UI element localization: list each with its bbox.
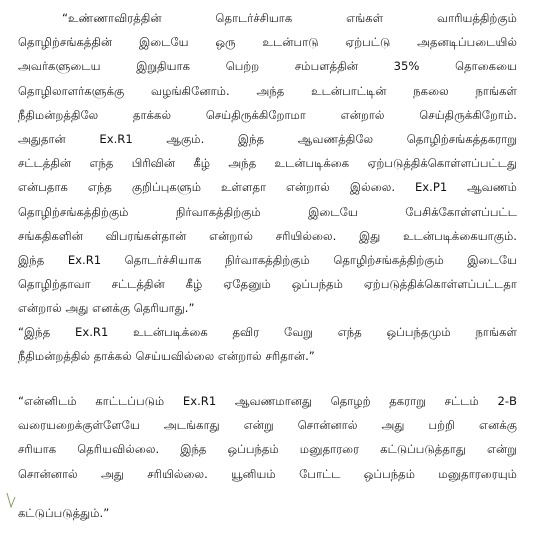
text-line: சொன்னால் அது சரியில்லை. யூனியம் போட்ட ஒப்பந்தம் மனுதாரரையும் xyxy=(18,466,517,481)
text-line: தொழிற்சங்கத்திற்கும் நிர்வாகத்திற்கும் இடையே பேசிக்கோள்ளப்பட்ட xyxy=(18,204,517,219)
text-line: அவர்களுடைய இறுதியாக பெற்ற சம்பளத்தின் 35% தொகையை xyxy=(18,59,517,74)
text-line: வரையறைக்குள்ளேயே அடங்காது என்று சொன்னால் அது பற்றி எனக்கு xyxy=(18,418,517,433)
text-line: கட்டுப்படுத்தும்.” xyxy=(18,506,110,520)
text-line: “என்னிடம் காட்டப்படும் Ex.R1 ஆவணமானது தொழற் தகராறு சட்டம் 2-B xyxy=(18,394,517,408)
pen-mark-icon xyxy=(6,492,16,508)
text-line: தொழிலாளர்களுக்கு வழங்கினோம். அந்த உடன்பாட்டின் நகலை நாங்கள் xyxy=(18,83,517,98)
text-line: இந்த Ex.R1 தொடர்ச்சியாக நிர்வாகத்திற்கும் தொழிற்சங்கத்திற்கும் இடையே xyxy=(18,252,517,267)
text-line: நீதிமன்றத்திலே தாக்கல் செய்திருக்கிறோமா என்றால் செய்திருக்கிறோம். xyxy=(18,107,517,122)
text-line: என்பதாக எந்த குறிப்புகளும் உள்ளதா என்றால் இல்லை. Ex.P1 ஆவணம் xyxy=(18,180,517,195)
text-line: அதுதான் Ex.R1 ஆகும். இந்த ஆவணத்திலே தொழிற்சங்கத்தகராறு xyxy=(18,131,517,146)
paragraph-2 xyxy=(18,320,517,368)
paragraph-1 xyxy=(18,6,517,320)
text-line: சட்டத்தின் எந்த பிரிவின் கீழ் அந்த உடன்படிக்கை ஏற்படுத்திக்கொள்ளப்பட்டது xyxy=(18,156,517,171)
text-line: நீதிமன்றத்தில் தாக்கல் செய்யவில்லை என்றால் சரிதான்.” xyxy=(18,349,315,364)
text-line: சரியாக தெரியவில்லை. இந்த ஒப்பந்தம் மனுதாரரை கட்டுப்படுத்தாது என்று xyxy=(18,442,517,457)
text-line: தொழிற்சங்கத்தின் இடையே ஒரு உடன்பாடு ஏற்பட்டு அதனடிப்படையில் xyxy=(18,35,517,50)
text-line: என்றால் அது எனக்கு தெரியாது.” xyxy=(18,301,195,316)
paragraph-3 xyxy=(18,389,517,486)
text-line: “உண்ணாவிரத்தின் தொடர்ச்சியாக எங்கள் வாரியத்திற்கும் xyxy=(62,11,517,25)
paragraph-4 xyxy=(18,501,517,525)
text-line: “இந்த Ex.R1 உடன்படிக்கை தவிர வேறு எந்த ஒப்பந்தமும் நாங்கள் xyxy=(18,325,517,339)
text-line: சங்கதிகளின் விபரங்கள்தான் என்றால் சரியில்லை. இது உடன்படிக்கையாகும். xyxy=(18,228,517,243)
text-line: தொழிற்தாவா சட்டத்தின் கீழ் ஏதேனும் ஒப்பந்தம் ஏற்படுத்திக்கொள்ளப்பட்டதா xyxy=(18,277,517,292)
